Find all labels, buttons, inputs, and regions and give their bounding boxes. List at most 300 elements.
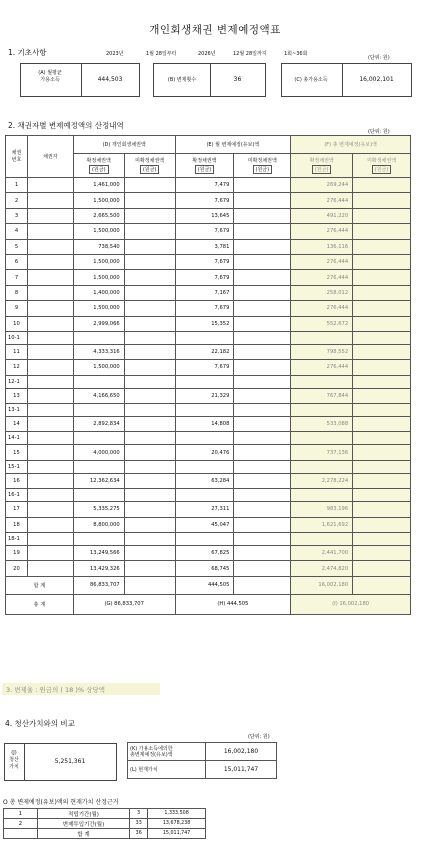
row-no: 12-1 <box>6 375 28 388</box>
row-f-unconfirmed <box>353 460 411 473</box>
row-creditor <box>27 331 73 344</box>
row-e-confirmed <box>175 404 234 417</box>
table-row <box>6 285 411 300</box>
pv-months: 33 <box>130 819 148 829</box>
pv-row <box>4 809 206 819</box>
row-f-confirmed: 276,444 <box>291 224 353 239</box>
row-d-confirmed: 2,892,834 <box>73 417 124 432</box>
header-f-confirmed: 확정채권액 (원금) <box>291 154 353 178</box>
row-f-unconfirmed <box>353 208 411 223</box>
row-no: 9 <box>6 301 28 316</box>
row-d-confirmed: 1,500,000 <box>73 270 124 285</box>
row-e-unconfirmed <box>234 445 291 460</box>
row-f-confirmed: 136,116 <box>291 239 353 254</box>
sum-label: 합 계 <box>6 576 74 594</box>
table-row <box>6 208 411 223</box>
row-f-unconfirmed <box>353 193 411 208</box>
row-f-unconfirmed <box>353 285 411 300</box>
row-f-unconfirmed <box>353 301 411 316</box>
row-d-confirmed <box>73 404 124 417</box>
row-d-unconfirmed <box>124 388 175 403</box>
row-creditor <box>27 285 73 300</box>
box-a-label: (A) 월평균 가용소득 <box>38 70 62 83</box>
pv-label: 적립기간(월) <box>37 809 129 819</box>
row-e-unconfirmed <box>234 432 291 445</box>
row-creditor <box>27 301 73 316</box>
period-end: 12월 28일까지 <box>233 51 267 57</box>
row-no: 11 <box>6 344 28 359</box>
row-f-unconfirmed <box>353 178 411 193</box>
row-e-unconfirmed <box>234 375 291 388</box>
row-no: 13 <box>6 388 28 403</box>
sum-d: 86,833,707 <box>73 576 124 594</box>
row-f-confirmed <box>291 331 353 344</box>
row-f-confirmed <box>291 533 353 546</box>
total-g: (G) 86,833,707 <box>73 594 175 614</box>
comparison-table <box>127 742 277 779</box>
row-e-confirmed: 67,825 <box>175 546 234 561</box>
row-f-unconfirmed <box>353 533 411 546</box>
section1-heading: 1. 기초사항 <box>8 48 47 57</box>
row-creditor <box>27 388 73 403</box>
row-no: 2 <box>6 193 28 208</box>
header-d-confirmed: 확정채권액 (원금) <box>73 154 124 178</box>
l-label: (L) 현재가치 <box>128 761 206 779</box>
pv-value: 13,678,238 <box>148 819 206 829</box>
header-e: (E) 월 변제예정(유보)액 <box>175 136 291 154</box>
row-f-confirmed: 767,844 <box>291 388 353 403</box>
l-value: 15,011,747 <box>206 761 277 779</box>
row-creditor <box>27 432 73 445</box>
row-e-unconfirmed <box>234 270 291 285</box>
header-f-unconfirmed: 미확정채권액 (원금) <box>353 154 411 178</box>
row-d-unconfirmed <box>124 375 175 388</box>
row-e-unconfirmed <box>234 224 291 239</box>
pv-label: 변제투입기간(월) <box>37 819 129 829</box>
row-e-confirmed: 7,479 <box>175 178 234 193</box>
row-d-confirmed: 4,166,650 <box>73 388 124 403</box>
row-e-confirmed: 7,679 <box>175 301 234 316</box>
row-creditor <box>27 417 73 432</box>
pv-basis-table <box>3 808 206 839</box>
total-label: 총 계 <box>6 594 74 614</box>
row-e-unconfirmed <box>234 502 291 517</box>
table-row <box>6 561 411 576</box>
row-f-unconfirmed <box>353 404 411 417</box>
pv-months: 36 <box>130 829 148 839</box>
row-d-unconfirmed <box>124 301 175 316</box>
row-f-confirmed: 258,012 <box>291 285 353 300</box>
row-d-unconfirmed <box>124 489 175 502</box>
row-e-unconfirmed <box>234 331 291 344</box>
row-e-confirmed: 7,679 <box>175 360 234 375</box>
row-e-unconfirmed <box>234 388 291 403</box>
row-f-confirmed: 737,136 <box>291 445 353 460</box>
box-j-label: (J) 청산 가치 <box>9 750 19 770</box>
row-d-confirmed <box>73 432 124 445</box>
box-b-value: 36 <box>233 76 242 83</box>
row-creditor <box>27 445 73 460</box>
row-d-confirmed: 2,665,500 <box>73 208 124 223</box>
row-creditor <box>27 375 73 388</box>
row-no: 14 <box>6 417 28 432</box>
row-no: 12 <box>6 360 28 375</box>
row-d-unconfirmed <box>124 417 175 432</box>
row-e-unconfirmed <box>234 561 291 576</box>
row-d-unconfirmed <box>124 316 175 331</box>
row-d-unconfirmed <box>124 285 175 300</box>
row-f-confirmed: 798,552 <box>291 344 353 359</box>
row-creditor <box>27 344 73 359</box>
row-e-confirmed: 45,047 <box>175 517 234 532</box>
pv-no: 2 <box>4 819 38 829</box>
row-d-unconfirmed <box>124 254 175 269</box>
table-row <box>6 533 411 546</box>
table-row <box>6 301 411 316</box>
row-d-unconfirmed <box>124 331 175 344</box>
row-f-confirmed <box>291 404 353 417</box>
row-f-confirmed: 983,196 <box>291 502 353 517</box>
row-e-confirmed: 20,476 <box>175 445 234 460</box>
row-d-unconfirmed <box>124 178 175 193</box>
table-row <box>6 460 411 473</box>
row-f-unconfirmed <box>353 417 411 432</box>
row-d-confirmed <box>73 489 124 502</box>
row-e-confirmed: 7,167 <box>175 285 234 300</box>
row-f-unconfirmed <box>353 316 411 331</box>
row-f-unconfirmed <box>353 375 411 388</box>
table-row <box>6 502 411 517</box>
row-f-confirmed: 276,444 <box>291 360 353 375</box>
row-f-confirmed <box>291 460 353 473</box>
table-row <box>6 388 411 403</box>
row-d-unconfirmed <box>124 432 175 445</box>
table-row <box>6 178 411 193</box>
row-f-confirmed: 2,278,224 <box>291 473 353 488</box>
table-row <box>6 375 411 388</box>
row-creditor <box>27 193 73 208</box>
row-f-unconfirmed <box>353 331 411 344</box>
row-e-confirmed <box>175 375 234 388</box>
pv-value: 1,333,508 <box>148 809 206 819</box>
row-creditor <box>27 208 73 223</box>
table-row <box>6 473 411 488</box>
row-e-confirmed: 15,352 <box>175 316 234 331</box>
row-f-confirmed <box>291 489 353 502</box>
table-row <box>6 224 411 239</box>
section5-heading: O 총 변제예정(유보)액의 현재가치 산정근거 <box>3 799 119 806</box>
row-f-confirmed: 276,444 <box>291 193 353 208</box>
row-e-unconfirmed <box>234 208 291 223</box>
table-row <box>6 331 411 344</box>
pv-row <box>4 819 206 829</box>
table-row <box>6 360 411 375</box>
period-start: 1월 28일부터 <box>146 51 177 57</box>
table-row <box>6 270 411 285</box>
row-f-unconfirmed <box>353 502 411 517</box>
row-creditor <box>27 404 73 417</box>
box-a <box>20 63 140 97</box>
section4-unit: (단위: 원) <box>248 734 270 740</box>
row-f-unconfirmed <box>353 517 411 532</box>
row-e-confirmed: 3,781 <box>175 239 234 254</box>
row-e-unconfirmed <box>234 285 291 300</box>
period-end-year: 2026년 <box>198 51 216 57</box>
row-no: 15 <box>6 445 28 460</box>
row-e-unconfirmed <box>234 546 291 561</box>
row-creditor <box>27 270 73 285</box>
row-e-unconfirmed <box>234 316 291 331</box>
row-f-confirmed: 552,672 <box>291 316 353 331</box>
row-e-confirmed: 21,329 <box>175 388 234 403</box>
row-e-confirmed: 7,679 <box>175 224 234 239</box>
k-value: 16,002,180 <box>206 743 277 761</box>
row-creditor <box>27 517 73 532</box>
row-d-confirmed: 4,000,000 <box>73 445 124 460</box>
table-row <box>6 254 411 269</box>
total-i: (I) 16,002,180 <box>291 594 411 614</box>
row-d-confirmed: 13,429,326 <box>73 561 124 576</box>
row-f-confirmed: 2,441,700 <box>291 546 353 561</box>
row-e-confirmed: 63,284 <box>175 473 234 488</box>
section2-unit: (단위: 원) <box>368 129 390 135</box>
row-d-confirmed <box>73 375 124 388</box>
total-h: (H) 444,505 <box>175 594 291 614</box>
row-e-confirmed <box>175 489 234 502</box>
row-e-unconfirmed <box>234 344 291 359</box>
section2-heading: 2. 채권자별 변제예정액의 산정내역 <box>8 121 124 130</box>
row-creditor <box>27 224 73 239</box>
row-creditor <box>27 316 73 331</box>
table-row <box>6 316 411 331</box>
sum-f: 16,002,180 <box>291 576 353 594</box>
row-d-unconfirmed <box>124 460 175 473</box>
row-f-unconfirmed <box>353 224 411 239</box>
row-creditor <box>27 561 73 576</box>
section4-heading: 4. 청산가치와의 비교 <box>5 719 75 728</box>
row-f-unconfirmed <box>353 445 411 460</box>
row-f-confirmed: 533,088 <box>291 417 353 432</box>
row-d-unconfirmed <box>124 224 175 239</box>
row-d-unconfirmed <box>124 344 175 359</box>
row-f-confirmed: 276,444 <box>291 270 353 285</box>
row-no: 18-1 <box>6 533 28 546</box>
row-e-confirmed <box>175 460 234 473</box>
row-f-unconfirmed <box>353 360 411 375</box>
pv-no: 1 <box>4 809 38 819</box>
row-f-confirmed: 269,244 <box>291 178 353 193</box>
row-f-unconfirmed <box>353 270 411 285</box>
table-row <box>6 546 411 561</box>
row-creditor <box>27 546 73 561</box>
row-f-confirmed: 1,621,692 <box>291 517 353 532</box>
row-no: 8 <box>6 285 28 300</box>
header-creditor: 채권자 <box>27 136 73 178</box>
k-label: (K) 가용소득에의한 총변제예정(유보)액 <box>128 743 206 761</box>
row-d-unconfirmed <box>124 360 175 375</box>
row-creditor <box>27 489 73 502</box>
row-e-unconfirmed <box>234 489 291 502</box>
table-row <box>6 489 411 502</box>
row-e-unconfirmed <box>234 360 291 375</box>
sum-e: 444,505 <box>175 576 234 594</box>
row-d-confirmed: 1,500,000 <box>73 193 124 208</box>
section1-unit: (단위: 원) <box>368 55 390 61</box>
row-creditor <box>27 473 73 488</box>
row-d-confirmed: 5,335,275 <box>73 502 124 517</box>
row-e-unconfirmed <box>234 473 291 488</box>
pv-row <box>4 829 206 839</box>
row-d-confirmed: 1,500,000 <box>73 360 124 375</box>
row-e-confirmed: 7,679 <box>175 254 234 269</box>
table-row <box>6 344 411 359</box>
row-d-confirmed: 12,362,634 <box>73 473 124 488</box>
row-e-unconfirmed <box>234 254 291 269</box>
row-d-confirmed: 2,999,066 <box>73 316 124 331</box>
row-no: 5 <box>6 239 28 254</box>
row-d-unconfirmed <box>124 546 175 561</box>
row-no: 10 <box>6 316 28 331</box>
row-creditor <box>27 239 73 254</box>
row-e-confirmed: 22,182 <box>175 344 234 359</box>
row-d-unconfirmed <box>124 239 175 254</box>
table-row <box>6 239 411 254</box>
row-e-unconfirmed <box>234 460 291 473</box>
row-creditor <box>27 360 73 375</box>
row-e-unconfirmed <box>234 417 291 432</box>
row-no: 7 <box>6 270 28 285</box>
row-f-unconfirmed <box>353 489 411 502</box>
box-b <box>153 63 266 97</box>
box-c <box>281 63 412 97</box>
row-e-unconfirmed <box>234 533 291 546</box>
period-year: 2023년 <box>106 51 124 57</box>
table-row <box>6 404 411 417</box>
row-d-unconfirmed <box>124 561 175 576</box>
header-d: (D) 개인회생채권액 <box>73 136 175 154</box>
creditor-table <box>5 135 411 615</box>
row-creditor <box>27 178 73 193</box>
box-b-label: (B) 변제횟수 <box>167 77 197 83</box>
row-f-confirmed: 276,444 <box>291 254 353 269</box>
row-e-confirmed: 68,745 <box>175 561 234 576</box>
header-d-unconfirmed: 미확정채권액 (원금) <box>124 154 175 178</box>
pv-months: 3 <box>130 809 148 819</box>
table-row <box>6 445 411 460</box>
table-row <box>6 193 411 208</box>
row-d-unconfirmed <box>124 193 175 208</box>
table-row <box>6 517 411 532</box>
box-c-value: 16,002,101 <box>359 76 394 83</box>
row-no: 20 <box>6 561 28 576</box>
row-e-confirmed <box>175 432 234 445</box>
row-f-confirmed: 2,474,820 <box>291 561 353 576</box>
table-row <box>6 432 411 445</box>
header-no: 채권 번호 <box>6 136 28 178</box>
row-f-confirmed: 491,220 <box>291 208 353 223</box>
row-no: 10-1 <box>6 331 28 344</box>
row-d-confirmed: 738,540 <box>73 239 124 254</box>
row-f-unconfirmed <box>353 388 411 403</box>
row-f-unconfirmed <box>353 432 411 445</box>
row-no: 13-1 <box>6 404 28 417</box>
row-d-confirmed: 1,400,000 <box>73 285 124 300</box>
row-e-confirmed: 7,679 <box>175 193 234 208</box>
row-e-confirmed: 27,311 <box>175 502 234 517</box>
header-e-unconfirmed: 미확정채권액 (원금) <box>234 154 291 178</box>
row-e-unconfirmed <box>234 517 291 532</box>
row-no: 6 <box>6 254 28 269</box>
row-no: 4 <box>6 224 28 239</box>
row-no: 3 <box>6 208 28 223</box>
row-e-unconfirmed <box>234 239 291 254</box>
page-title: 개인회생채권 변제예정액표 <box>149 24 281 36</box>
row-e-confirmed <box>175 331 234 344</box>
row-no: 18 <box>6 517 28 532</box>
row-f-confirmed: 276,444 <box>291 301 353 316</box>
row-f-unconfirmed <box>353 546 411 561</box>
row-e-confirmed <box>175 533 234 546</box>
row-d-confirmed <box>73 460 124 473</box>
row-d-confirmed: 1,461,000 <box>73 178 124 193</box>
pv-label: 합 계 <box>37 829 129 839</box>
row-f-confirmed <box>291 432 353 445</box>
row-d-confirmed: 13,249,566 <box>73 546 124 561</box>
box-j-value: 5,251,361 <box>54 758 86 765</box>
row-d-unconfirmed <box>124 533 175 546</box>
row-e-unconfirmed <box>234 404 291 417</box>
row-f-unconfirmed <box>353 254 411 269</box>
box-a-value: 444,503 <box>97 76 123 83</box>
row-d-unconfirmed <box>124 208 175 223</box>
pv-no <box>4 829 38 839</box>
row-e-confirmed: 14,808 <box>175 417 234 432</box>
row-no: 16-1 <box>6 489 28 502</box>
row-d-unconfirmed <box>124 517 175 532</box>
row-e-unconfirmed <box>234 178 291 193</box>
row-f-unconfirmed <box>353 239 411 254</box>
row-d-confirmed: 1,500,000 <box>73 224 124 239</box>
repayment-rate: 3. 변제율 : 원금의 ( 18 )% 상당액 <box>6 686 105 694</box>
header-e-confirmed: 확정채권액 (원금) <box>175 154 234 178</box>
row-d-confirmed <box>73 331 124 344</box>
pv-value: 15,011,747 <box>148 829 206 839</box>
row-creditor <box>27 254 73 269</box>
box-j <box>4 743 117 781</box>
header-f: (F) 총 변제예정(유보)액 <box>291 136 411 154</box>
row-e-unconfirmed <box>234 301 291 316</box>
row-f-confirmed <box>291 375 353 388</box>
row-f-unconfirmed <box>353 344 411 359</box>
row-creditor <box>27 533 73 546</box>
row-d-confirmed: 4,333,316 <box>73 344 124 359</box>
row-d-confirmed: 8,800,000 <box>73 517 124 532</box>
period-range: 1회~36회 <box>284 51 308 57</box>
row-d-confirmed <box>73 533 124 546</box>
row-f-unconfirmed <box>353 473 411 488</box>
row-creditor <box>27 502 73 517</box>
row-no: 19 <box>6 546 28 561</box>
row-no: 16 <box>6 473 28 488</box>
box-c-label: (C) 총가용소득 <box>294 77 328 83</box>
row-d-unconfirmed <box>124 404 175 417</box>
row-d-unconfirmed <box>124 270 175 285</box>
table-row <box>6 417 411 432</box>
row-no: 17 <box>6 502 28 517</box>
row-f-unconfirmed <box>353 561 411 576</box>
row-d-confirmed: 1,500,000 <box>73 254 124 269</box>
row-no: 1 <box>6 178 28 193</box>
